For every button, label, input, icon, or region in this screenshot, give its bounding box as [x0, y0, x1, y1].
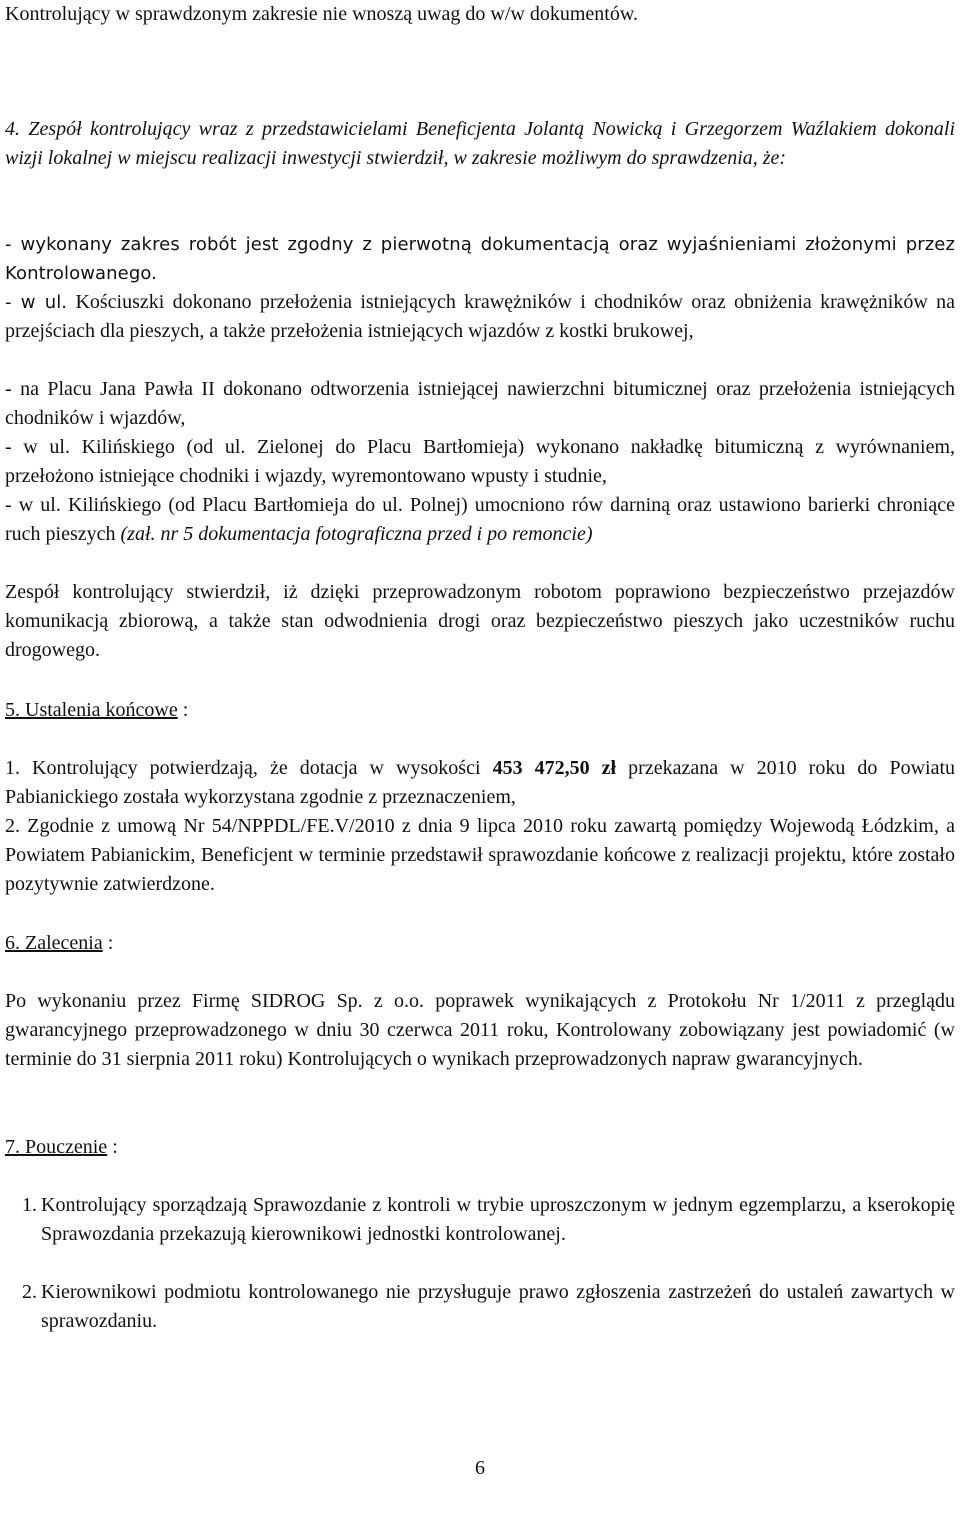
section-5-item-2: 2. Zgodnie z umową Nr 54/NPPDL/FE.V/2010 z dnia 9 lipca 2010 roku zawartą pomiędzy Wojewodą Łódzkim, a Powiatem Pabianickim, Beneficjent w terminie przedstawił sprawozdanie końcowe z realizacji projektu, które zostało pozytywnie zatwierdzone. [5, 815, 955, 895]
section-6-text: Po wykonaniu przez Firmę SIDROG Sp. z o.o. poprawek wynikających z Protokołu Nr 1/2011 z przeglądu gwarancyjnego przeprowadzonego w dniu 30 czerwca 2011 roku, Kontrolowany zobowiązany jest powiadomić (w terminie do 31 sierpnia 2011 roku) Kontrolujących o wynikach przeprowadzonych napraw gwarancyjnych. [5, 990, 955, 1070]
section-6-heading-text: 6. Zalecenia [5, 932, 103, 954]
instruction-item-1-text: Kontrolujący sporządzają Sprawozdanie z kontroli w trybie uproszczonym w jednym egzemplarzu, a kserokopię Sprawozdania przekazują kierownikowi jednostki kontrolowanej. [41, 1194, 955, 1245]
section-5-heading [5, 696, 955, 725]
section-7-heading-text: 7. Pouczenie [5, 1136, 108, 1158]
section-6-heading [5, 929, 955, 958]
instruction-item-2-number: 2. [22, 1281, 37, 1303]
grant-amount: 453 472,50 zł [492, 757, 617, 779]
paragraph-kilinskiego-2-body: - w ul. Kilińskiego (od Placu Bartłomieja do ul. Polnej) umocniono rów darniną oraz ustawiono barierki chroniące ruch pieszych [5, 494, 955, 545]
section-7-heading [5, 1133, 955, 1162]
paragraph-kosciuszki-body: Kościuszki dokonano przełożenia istniejących krawężników i chodników oraz obniżenia krawężników na przejściach dla pieszych, a także przełożenia istniejących wjazdów z kostki brukowej, [5, 291, 955, 342]
section-5-item-1-a: 1. Kontrolujący potwierdzają, że dotacja w wysokości [5, 757, 493, 779]
bullet-scope-compliance: - wykonany zakres robót jest zgodny z pierwotną dokumentacją oraz wyjaśnieniami złożonymi przez Kontrolowanego. [5, 234, 955, 284]
section-5-heading-colon: : [177, 699, 189, 721]
paragraph-kilinskiego-1: - w ul. Kilińskiego (od ul. Zielonej do Placu Bartłomieja) wykonano nakładkę bitumiczną z wyrównaniem, przełożono istniejące chodniki i wjazdy, wyremontowano wpusty i studnie, [5, 436, 955, 487]
paragraph-kosciuszki [5, 288, 955, 346]
section-4-intro: 4. Zespół kontrolujący wraz z przedstawicielami Beneficjenta Jolantą Nowicką i Grzegorzem Waźlakiem dokonali wizji lokalnej w miejscu realizacji inwestycji stwierdził, w zakresie możliwym do sprawdzenia, że: [5, 118, 955, 169]
intro-line: Kontrolujący w sprawdzonym zakresie nie wnoszą uwag do w/w dokumentów. [5, 3, 638, 25]
instruction-item-2-text: Kierownikowi podmiotu kontrolowanego nie przysługuje prawo zgłoszenia zastrzeżeń do ustaleń zawartych w sprawozdaniu. [41, 1281, 955, 1332]
section-7-heading-colon: : [107, 1136, 118, 1158]
paragraph-kosciuszki-prefix: - w ul. [5, 292, 68, 313]
instruction-item-1-number: 1. [22, 1194, 37, 1216]
section-5-heading-text: 5. Ustalenia końcowe [5, 699, 178, 721]
attachment-reference: (zał. nr 5 dokumentacja fotograficzna przed i po remoncie) [120, 523, 593, 545]
paragraph-plac-jana-pawla: - na Placu Jana Pawła II dokonano odtworzenia istniejącej nawierzchni bitumicznej oraz przełożenia istniejących chodników i wjazdów, [5, 378, 955, 429]
section-5-item-1 [5, 754, 955, 812]
paragraph-conclusion: Zespół kontrolujący stwierdził, iż dzięki przeprowadzonym robotom poprawiono bezpieczeństwo przejazdów komunikacją zbiorową, a także stan odwodnienia drogi oraz bezpieczeństwo pieszych jako uczestników ruchu drogowego. [5, 581, 955, 661]
paragraph-kilinskiego-2 [5, 491, 955, 549]
page-number: 6 [475, 1457, 485, 1479]
section-6-heading-colon: : [102, 932, 114, 954]
section-5-item-1-b: przekazana w 2010 roku do Powiatu Pabianickiego została wykorzystana zgodnie z przeznaczeniem, [5, 757, 955, 808]
